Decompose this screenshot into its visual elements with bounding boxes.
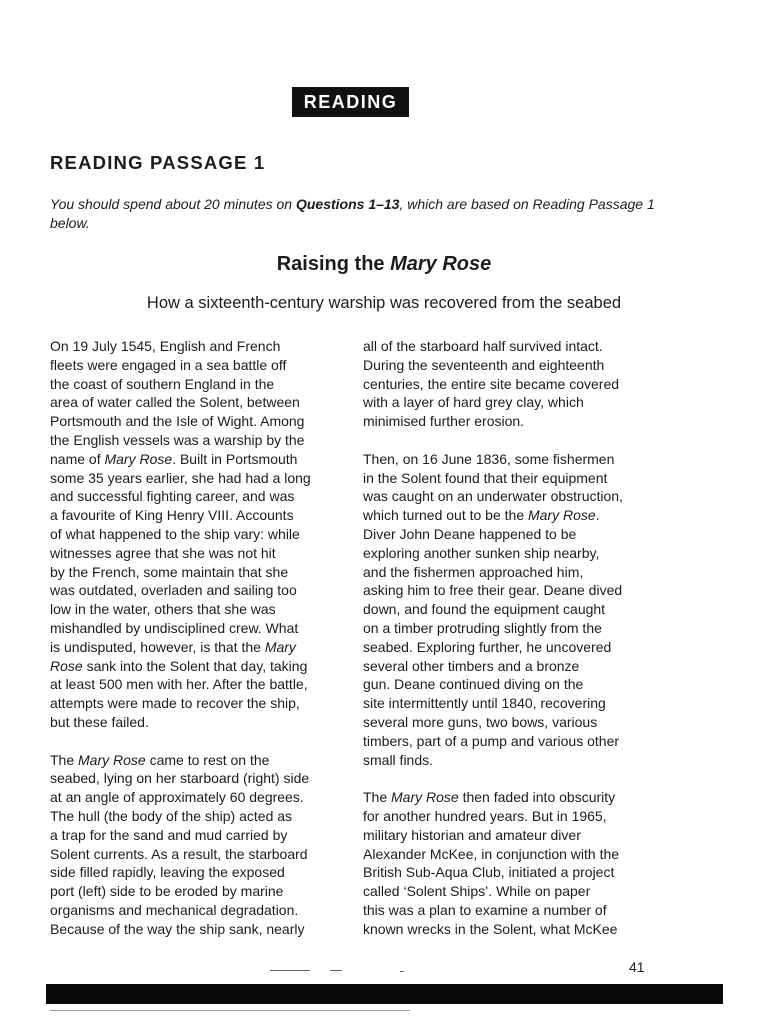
text: sank into the Solent that day, taking at least 500 men with her. After the battle, attempts were made to recover the ship, but these failed. [50, 657, 308, 730]
paragraph: all of the starboard half survived intact. During the seventeenth and eighteenth centuries, the entire site became covered with a layer of hard grey clay, which minimised further erosion. [363, 338, 620, 430]
scan-smudge [50, 1010, 410, 1011]
scan-footer-bar [46, 984, 723, 1004]
ship-name: Mary Rose [78, 751, 146, 768]
instructions [50, 195, 670, 233]
text: . Built in Portsmouth some 35 years earlier, she had had a long and successful fighting career, and was a favourite of King Henry VIII. Accounts of what happened to the ship vary: while witnesses agree that she was not hit by the French, some maintain that she was outdated, overladen and sailing too low in the water, others that she was mishandled by undisciplined crew. What is undisputed, however, is that the [50, 450, 311, 655]
right-column [363, 337, 708, 939]
scan-smudge [270, 970, 310, 971]
ship-name: Mary Rose [391, 789, 459, 806]
instructions-questions: Questions 1–13 [295, 196, 400, 212]
left-column [50, 337, 345, 939]
text: The [363, 789, 392, 806]
instructions-text: You should spend about 20 minutes on [50, 196, 296, 212]
paragraph [363, 788, 708, 938]
text: . Diver John Deane happened to be exploring another sunken ship nearby, and the fishermen approached him, asking him to free their gear. Deane dived down, and found the equipment caught on a timber protruding slightly from the seabed. Exploring further, he uncovered several other timbers and a bronze gun. Deane continued diving on the site intermittently until 1840, recovering several more guns, two bows, various timbers, part of a pump and various other small finds. [363, 507, 623, 768]
text: Then, on 16 June 1836, some fishermen in the Solent found that their equipment was caught on an underwater obstruction, which turned out to be the [363, 450, 623, 524]
paragraph [363, 450, 708, 770]
article-subtitle: How a sixteenth-century warship was recovered from the seabed [146, 294, 622, 312]
instructions-text-end: , which are based on Reading Passage 1 below. [50, 196, 655, 231]
page-number: 41 [629, 959, 645, 975]
paragraph [50, 337, 345, 732]
ship-name: Mary Rose [104, 450, 173, 467]
text: On 19 July 1545, English and French fleets were engaged in a sea battle off the coast of southern England in the area of water called the Solent, between Portsmouth and the Isle of Wight. Among the English vessels was a warship by the name of [50, 338, 305, 467]
ship-name: Mary Rose [50, 638, 296, 674]
text: then faded into obscurity for another hundred years. But in 1965, military historian and amateur diver Alexander McKee, in conjunction with the British Sub-Aqua Club, initiated a project called ‘Solent Ships’. While on paper this was a plan to examine a number of known wrecks in the Solent, what McKee [363, 789, 620, 937]
ship-name: Mary Rose [528, 507, 596, 524]
paragraph [50, 751, 345, 939]
title-ship-name: Mary Rose [390, 253, 492, 275]
title-prefix: Raising the [276, 253, 391, 275]
section-tag: READING [292, 87, 409, 117]
article-title [0, 253, 768, 276]
scan-smudge [400, 971, 404, 972]
text: came to rest on the seabed, lying on her starboard (right) side at an angle of approximately 60 degrees. The hull (the body of the ship) acted as a trap for the sand and mud carried by Solent currents. As a result, the starboard side filled rapidly, leaving the exposed port (left) side to be eroded by marine organisms and mechanical degradation. Because of the way the ship sank, nearly [50, 751, 310, 937]
passage-heading: READING PASSAGE 1 [50, 152, 266, 173]
text: The [50, 751, 79, 768]
scan-smudge [330, 970, 342, 971]
